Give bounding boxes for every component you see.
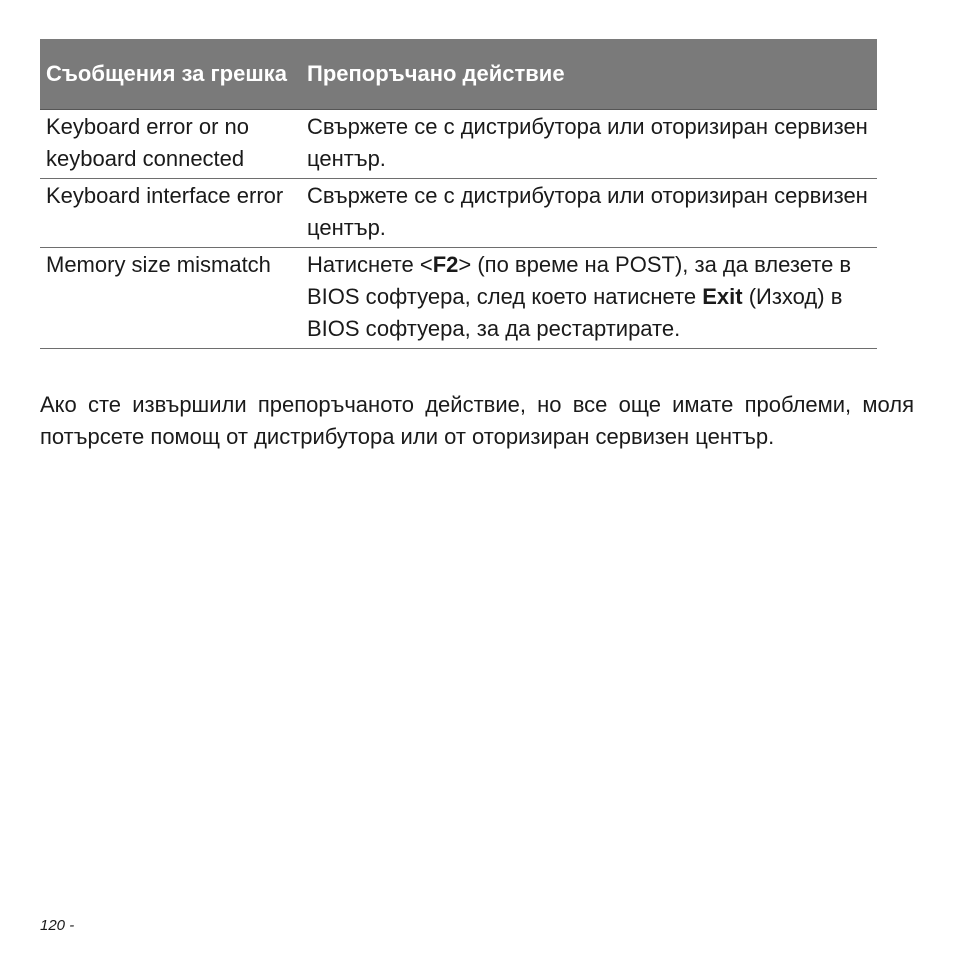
header-error-messages: Съобщения за грешка [40, 39, 302, 110]
advice-paragraph: Ако сте извършили препоръчаното действие, но все още имате проблеми, моля потърсете помощ от дистрибутора или от оторизиран сервизен център. [40, 392, 914, 449]
action-text: Натиснете < [307, 252, 433, 277]
error-messages-table [40, 39, 877, 349]
action-text: > (по време на POST), за да влезете в BIOS софтуера, след което натиснете [307, 252, 852, 309]
error-message-cell: Keyboard error or no keyboard connected [40, 110, 302, 179]
table-row [40, 248, 877, 349]
table-header-row [40, 39, 877, 110]
exit-label: Exit [702, 284, 743, 309]
action-cell [302, 248, 877, 349]
table-row [40, 110, 877, 179]
table-row [40, 179, 877, 248]
page-number: 120 - [40, 917, 75, 934]
action-text: (Изход) в BIOS софтуера, за да рестартирате. [307, 284, 843, 341]
error-message-cell: Keyboard interface error [40, 179, 302, 248]
error-message-cell: Memory size mismatch [40, 248, 302, 349]
f2-key: F2 [432, 252, 459, 277]
action-cell: Свържете се с дистрибутора или оторизиран сервизен център. [302, 110, 877, 179]
header-recommended-action: Препоръчано действие [302, 39, 877, 110]
action-cell: Свържете се с дистрибутора или оторизиран сервизен център. [302, 179, 877, 248]
